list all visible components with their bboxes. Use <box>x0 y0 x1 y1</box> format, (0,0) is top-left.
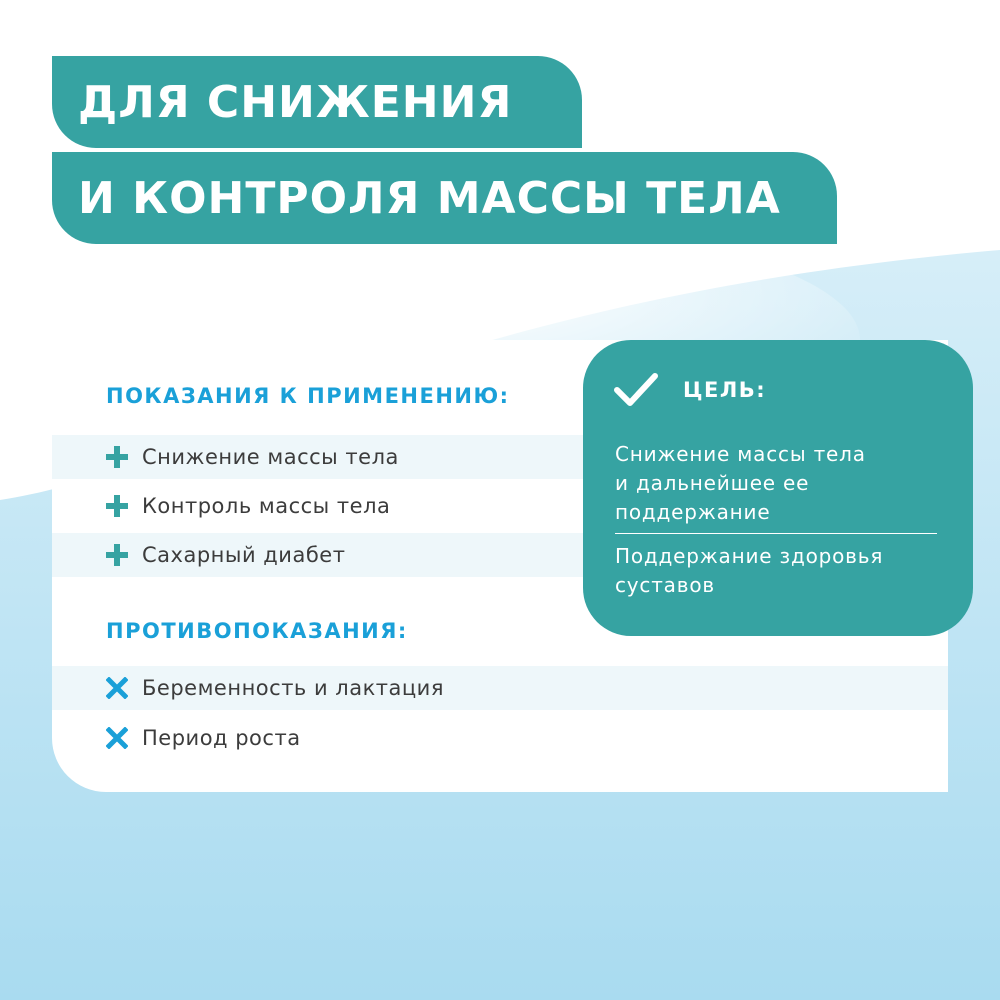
cross-icon <box>104 675 130 701</box>
heading-line-1: ДЛЯ СНИЖЕНИЯ <box>52 56 582 148</box>
goal-box <box>583 340 973 636</box>
indication-item <box>52 484 592 528</box>
indication-label: Снижение массы тела <box>142 445 399 469</box>
cross-icon <box>104 725 130 751</box>
plus-icon <box>104 493 130 519</box>
indication-label: Сахарный диабет <box>142 543 346 567</box>
heading-line-2: И КОНТРОЛЯ МАССЫ ТЕЛА <box>52 152 837 244</box>
plus-icon <box>104 542 130 568</box>
indication-item <box>52 435 592 479</box>
goal-text-2 <box>615 542 945 600</box>
indication-label: Контроль массы тела <box>142 494 391 518</box>
goal-text-line: Поддержание здоровья <box>615 544 884 568</box>
plus-icon <box>104 444 130 470</box>
goal-text-line: Снижение массы тела <box>615 442 866 466</box>
checkmark-icon <box>613 370 659 410</box>
contraindication-item <box>52 716 592 760</box>
goal-text-1 <box>615 440 945 527</box>
contraindication-item <box>52 666 948 710</box>
contraindication-label: Период роста <box>142 726 301 750</box>
contraindication-label: Беременность и лактация <box>142 676 444 700</box>
goal-text-line: суставов <box>615 573 715 597</box>
goal-text-line: и дальнейшее ее <box>615 471 810 495</box>
goal-divider <box>615 533 937 534</box>
indication-item <box>52 533 592 577</box>
goal-text-line: поддержание <box>615 500 771 524</box>
goal-title: ЦЕЛЬ: <box>683 378 767 402</box>
indications-title: ПОКАЗАНИЯ К ПРИМЕНЕНИЮ: <box>106 384 510 408</box>
contraindications-title: ПРОТИВОПОКАЗАНИЯ: <box>106 619 408 643</box>
